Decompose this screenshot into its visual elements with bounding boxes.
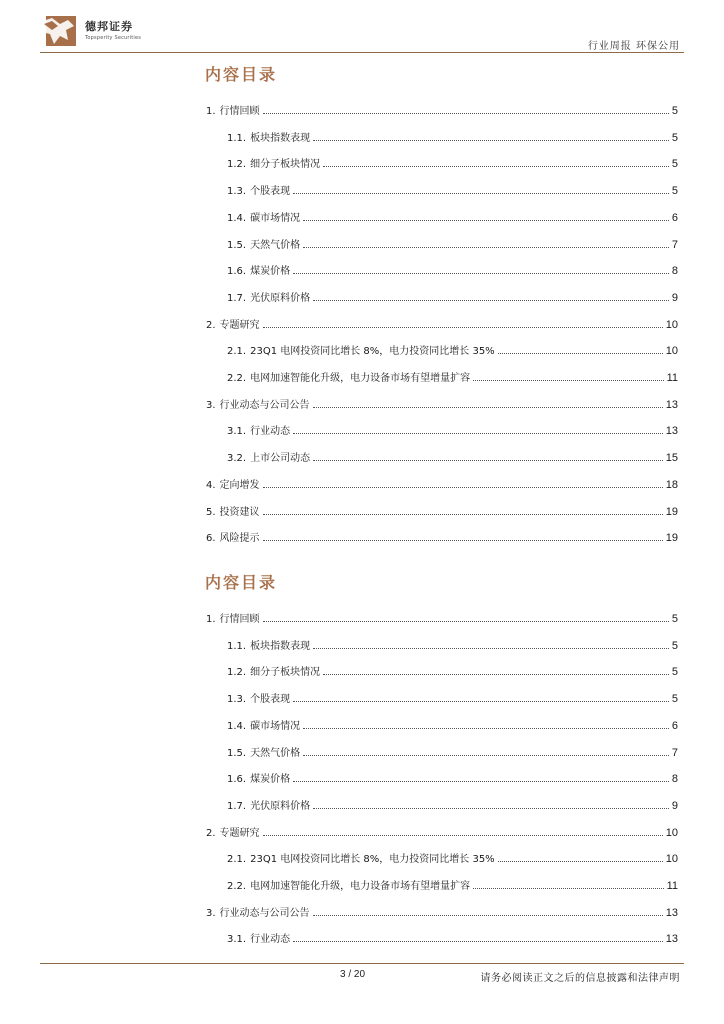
toc-entry-number: 1.5. (227, 239, 247, 251)
toc-entry[interactable] (227, 450, 678, 464)
toc-dot-leader (263, 620, 669, 622)
toc-title: 内容目录 (205, 573, 278, 592)
toc-entry-page: 10 (665, 826, 678, 839)
toc-dot-leader (303, 727, 669, 729)
toc-dot-leader (263, 513, 663, 515)
toc-entry-label: 碳市场情况 (250, 212, 301, 224)
toc-dot-leader (313, 647, 669, 649)
toc-entry-label: 上市公司动态 (250, 453, 311, 465)
toc-entry[interactable] (227, 878, 678, 892)
logo-chinese-name: 德邦证券 (85, 20, 133, 33)
toc-entry-number: 6. (206, 533, 216, 545)
footer-divider (40, 963, 684, 964)
toc-entry-number: 1.6. (227, 774, 247, 786)
toc-entry[interactable] (227, 851, 678, 865)
toc-entry-number: 3.1. (227, 426, 247, 438)
toc-entry-label: 投资建议 (219, 506, 260, 518)
toc-entry-page: 10 (665, 345, 678, 358)
toc-entry-label: 光伏原料价格 (250, 292, 311, 304)
toc-entry[interactable] (227, 263, 678, 277)
toc-title: 内容目录 (205, 65, 278, 84)
toc-entry[interactable] (227, 691, 678, 705)
toc-entry[interactable] (227, 638, 678, 652)
toc-entry-page: 10 (665, 318, 678, 331)
toc-entry-label: 风险提示 (219, 533, 260, 545)
toc-entry-number: 1.7. (227, 800, 247, 812)
toc-entry-page: 9 (671, 799, 678, 812)
toc-entry-label: 光伏原料价格 (250, 800, 311, 812)
toc-dot-leader (293, 192, 669, 194)
toc-entry-page: 5 (671, 639, 678, 652)
toc-entry-label: 行业动态 (250, 426, 291, 438)
toc-entry-label: 天然气价格 (250, 239, 301, 251)
toc-entry-number: 4. (206, 479, 216, 491)
toc-entry-page: 7 (671, 238, 678, 251)
toc-entry-label: 行业动态 (250, 934, 291, 946)
toc-entry-page: 5 (671, 693, 678, 706)
toc-entry-number: 1.3. (227, 694, 247, 706)
toc-entry[interactable] (206, 504, 678, 518)
toc-entry[interactable] (227, 130, 678, 144)
toc-entry-page: 11 (666, 372, 678, 384)
toc-entry-page: 18 (665, 478, 678, 491)
toc-entry[interactable] (227, 718, 678, 732)
toc-entry[interactable] (206, 530, 678, 544)
toc-entry[interactable] (227, 370, 678, 384)
toc-entry-label: 煤炭价格 (250, 266, 291, 278)
toc-entry-label: 电网加速智能化升级，电力设备市场有望增量扩容 (250, 881, 471, 892)
toc-entry-page: 19 (665, 505, 678, 518)
page-header (0, 0, 724, 60)
toc-entry[interactable] (227, 156, 678, 170)
toc-entry[interactable] (206, 317, 678, 331)
logo-english-name: Topsperity Securities (85, 35, 142, 41)
toc-entry-number: 5. (206, 506, 216, 518)
toc-entry-page: 11 (666, 880, 678, 892)
toc-entry-number: 1.7. (227, 292, 247, 304)
toc-entry-page: 6 (671, 719, 678, 732)
report-type-label: 行业周报 环保公用 (587, 41, 680, 52)
toc-entry[interactable] (227, 210, 678, 224)
toc-entry[interactable] (227, 343, 678, 357)
legal-disclaimer: 请务必阅读正文之后的信息披露和法律声明 (480, 973, 680, 984)
toc-entry-label: 23Q1 电网投资同比增长 8%，电力投资同比增长 35% (250, 346, 495, 358)
toc-entry-number: 1.4. (227, 212, 247, 224)
page-number: 3 / 20 (340, 969, 366, 980)
toc-dot-leader (473, 887, 663, 889)
toc-dot-leader (293, 272, 669, 274)
toc-dot-leader (313, 406, 663, 408)
toc-entry-number: 1.2. (227, 159, 247, 171)
toc-entry-label: 碳市场情况 (250, 720, 301, 732)
toc-entry-number: 2. (206, 319, 216, 331)
toc-entry[interactable] (227, 664, 678, 678)
toc-dot-leader (473, 379, 663, 381)
toc-dot-leader (313, 807, 669, 809)
toc-entry-number: 2. (206, 827, 216, 839)
toc-entry[interactable] (227, 183, 678, 197)
toc-dot-leader (323, 673, 669, 675)
toc-dot-leader (303, 246, 669, 248)
toc-dot-leader (498, 352, 663, 354)
toc-entry-page: 13 (665, 425, 678, 438)
toc-entry-number: 1.5. (227, 747, 247, 759)
toc-entry-page: 8 (671, 773, 678, 786)
toc-entry-label: 行情回顾 (219, 614, 260, 625)
toc-dot-leader (263, 539, 663, 541)
toc-entry-page: 5 (671, 158, 678, 171)
toc-entry-page: 5 (671, 131, 678, 144)
toc-entry-page: 13 (665, 398, 678, 411)
toc-entry-number: 1. (206, 614, 216, 625)
toc-dot-leader (323, 165, 669, 167)
toc-entry-page: 5 (671, 666, 678, 679)
toc-entry-label: 行情回顾 (219, 106, 260, 117)
toc-entry-number: 1. (206, 106, 216, 117)
toc-entry-page: 13 (665, 933, 678, 946)
toc-entry[interactable] (227, 771, 678, 785)
toc-entry[interactable] (227, 798, 678, 812)
toc-entry[interactable] (227, 423, 678, 437)
toc-entry-number: 2.1. (227, 854, 247, 866)
toc-entry-number: 3.1. (227, 934, 247, 946)
toc-entry-label: 电网加速智能化升级，电力设备市场有望增量扩容 (250, 373, 471, 384)
toc-entry-label: 天然气价格 (250, 747, 301, 759)
toc-entry-number: 1.2. (227, 667, 247, 679)
toc-entry[interactable] (227, 931, 678, 945)
toc-dot-leader (303, 754, 669, 756)
toc-entry[interactable] (206, 103, 678, 117)
toc-entry-number: 1.1. (227, 132, 247, 144)
toc-dot-leader (313, 914, 663, 916)
toc-entry-number: 3.2. (227, 453, 247, 465)
toc-dot-leader (293, 780, 669, 782)
toc-entry-label: 专题研究 (219, 827, 260, 839)
toc-entry-label: 板块指数表现 (250, 132, 311, 144)
toc-entry-label: 板块指数表现 (250, 640, 311, 652)
toc-entry-number: 1.3. (227, 186, 247, 198)
toc-entry[interactable] (227, 745, 678, 759)
toc-entry[interactable] (206, 611, 678, 625)
toc-entry-number: 1.4. (227, 720, 247, 732)
toc-entry[interactable] (206, 477, 678, 491)
toc-entry-number: 1.6. (227, 266, 247, 278)
toc-entry-label: 个股表现 (250, 694, 291, 706)
toc-entry[interactable] (227, 290, 678, 304)
toc-dot-leader (293, 432, 663, 434)
toc-entry-page: 5 (671, 185, 678, 198)
toc-entry-number: 3. (206, 399, 216, 411)
toc-entry-number: 1.1. (227, 640, 247, 652)
toc-dot-leader (263, 326, 663, 328)
toc-entry-label: 23Q1 电网投资同比增长 8%，电力投资同比增长 35% (250, 854, 495, 866)
toc-dot-leader (263, 486, 663, 488)
toc-entry-label: 行业动态与公司公告 (219, 399, 310, 411)
toc-entry-number: 2.2. (227, 373, 247, 384)
toc-entry-label: 定向增发 (219, 479, 260, 491)
toc-dot-leader (263, 834, 663, 836)
toc-dot-leader (498, 860, 663, 862)
toc-entry-page: 5 (671, 105, 678, 117)
toc-entry-page: 5 (671, 613, 678, 625)
toc-entry-number: 2.1. (227, 346, 247, 358)
toc-entry-label: 专题研究 (219, 319, 260, 331)
toc-entry-page: 15 (665, 452, 678, 465)
logo-icon (38, 14, 80, 48)
toc-entry-page: 6 (671, 211, 678, 224)
header-divider (40, 52, 684, 53)
toc-entry[interactable] (206, 397, 678, 411)
toc-dot-leader (313, 139, 669, 141)
toc-entry-label: 煤炭价格 (250, 774, 291, 786)
toc-entry-page: 7 (671, 746, 678, 759)
toc-dot-leader (293, 700, 669, 702)
toc-entry-label: 行业动态与公司公告 (219, 907, 310, 919)
toc-dot-leader (303, 219, 669, 221)
toc-entry[interactable] (206, 905, 678, 919)
toc-entry[interactable] (227, 237, 678, 251)
toc-entry-label: 个股表现 (250, 186, 291, 198)
toc-entry-number: 2.2. (227, 881, 247, 892)
toc-dot-leader (293, 940, 663, 942)
toc-dot-leader (263, 112, 669, 114)
toc-entry-label: 细分子板块情况 (250, 159, 321, 171)
toc-entry[interactable] (206, 825, 678, 839)
toc-dot-leader (313, 299, 669, 301)
toc-entry-page: 8 (671, 265, 678, 278)
toc-entry-page: 9 (671, 291, 678, 304)
toc-entry-page: 19 (665, 532, 678, 545)
toc-entry-number: 3. (206, 907, 216, 919)
company-logo (38, 14, 148, 48)
toc-entry-label: 细分子板块情况 (250, 667, 321, 679)
toc-entry-page: 10 (665, 853, 678, 866)
toc-dot-leader (313, 459, 663, 461)
toc-entry-page: 13 (665, 906, 678, 919)
